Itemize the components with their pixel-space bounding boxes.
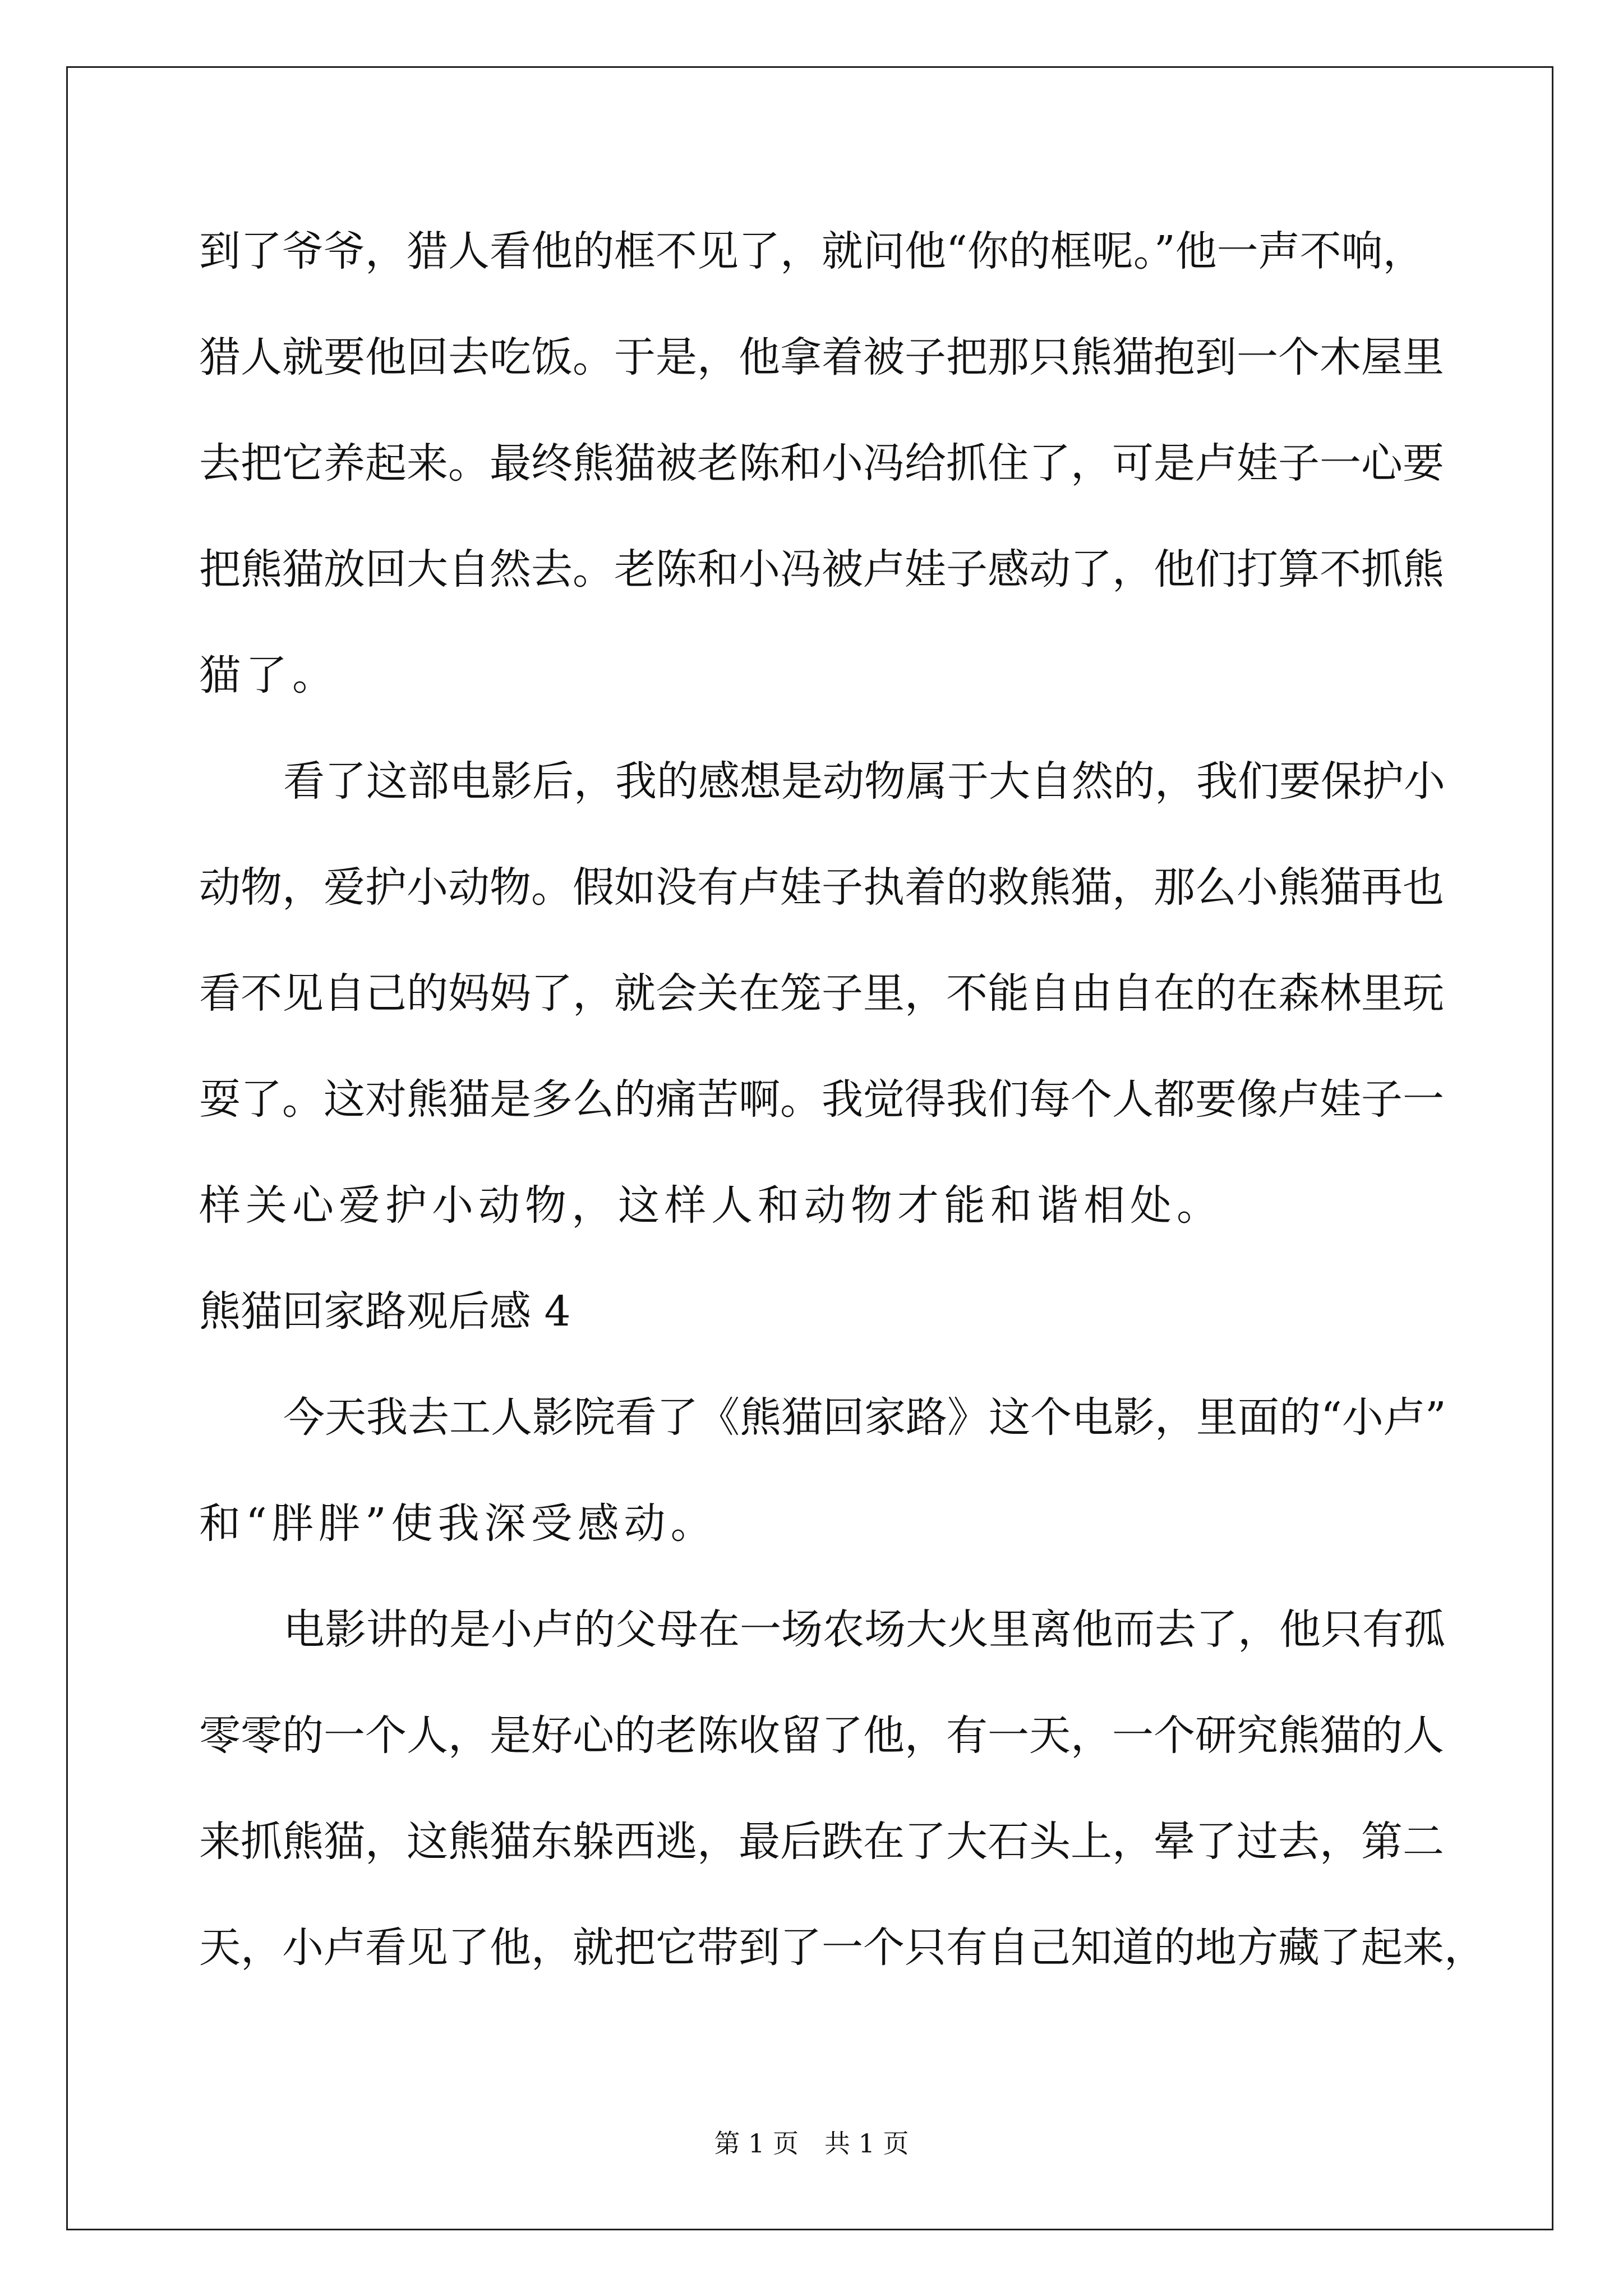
text-line: 零零的一个人，是好心的老陈收留了他，有一天，一个研究熊猫的人 [199,1711,1444,1760]
page-number: 第 1 页 [714,2128,799,2159]
text-line: 样关心爱护小动物，这样人和动物才能和谐相处。 [199,1181,1223,1230]
page-total: 共 1 页 [824,2128,909,2159]
text-line: 去把它养起来。最终熊猫被老陈和小冯给抓住了，可是卢娃子一心要 [199,439,1444,487]
section-heading: 熊猫回家路观后感 4 [199,1287,571,1336]
text-line: 看了这部电影后，我的感想是动物属于大自然的，我们要保护小 [283,757,1445,806]
text-line: 猎人就要他回去吃饭。于是，他拿着被子把那只熊猫抱到一个木屋里 [199,333,1444,381]
text-line: 和“胖胖”使我深受感动。 [199,1499,717,1548]
text-line: 天，小卢看见了他，就把它带到了一个只有自己知道的地方藏了起来， [199,1924,1486,1972]
page-border [66,66,1553,2230]
text-line: 动物，爱护小动物。假如没有卢娃子执着的救熊猫，那么小熊猫再也 [199,863,1444,912]
text-line: 把熊猫放回大自然去。老陈和小冯被卢娃子感动了，他们打算不抓熊 [199,545,1444,593]
text-line: 来抓熊猫，这熊猫东躲西逃，最后跌在了大石头上，晕了过去，第二 [199,1818,1444,1866]
text-line: 耍了。这对熊猫是多么的痛苦啊。我觉得我们每个人都要像卢娃子一 [199,1075,1444,1124]
text-line: 看不见自己的妈妈了，就会关在笼子里，不能自由自在的在森林里玩 [199,969,1444,1018]
text-line: 今天我去工人影院看了《熊猫回家路》这个电影，里面的“小卢” [283,1393,1446,1442]
text-line: 到了爷爷，猎人看他的框不见了，就问他“你的框呢。”他一声不响， [199,227,1424,275]
text-line: 电影讲的是小卢的父母在一场农场大火里离他而去了，他只有孤 [283,1605,1445,1654]
text-line: 猫了。 [199,651,339,700]
page-footer [0,2127,1623,2160]
